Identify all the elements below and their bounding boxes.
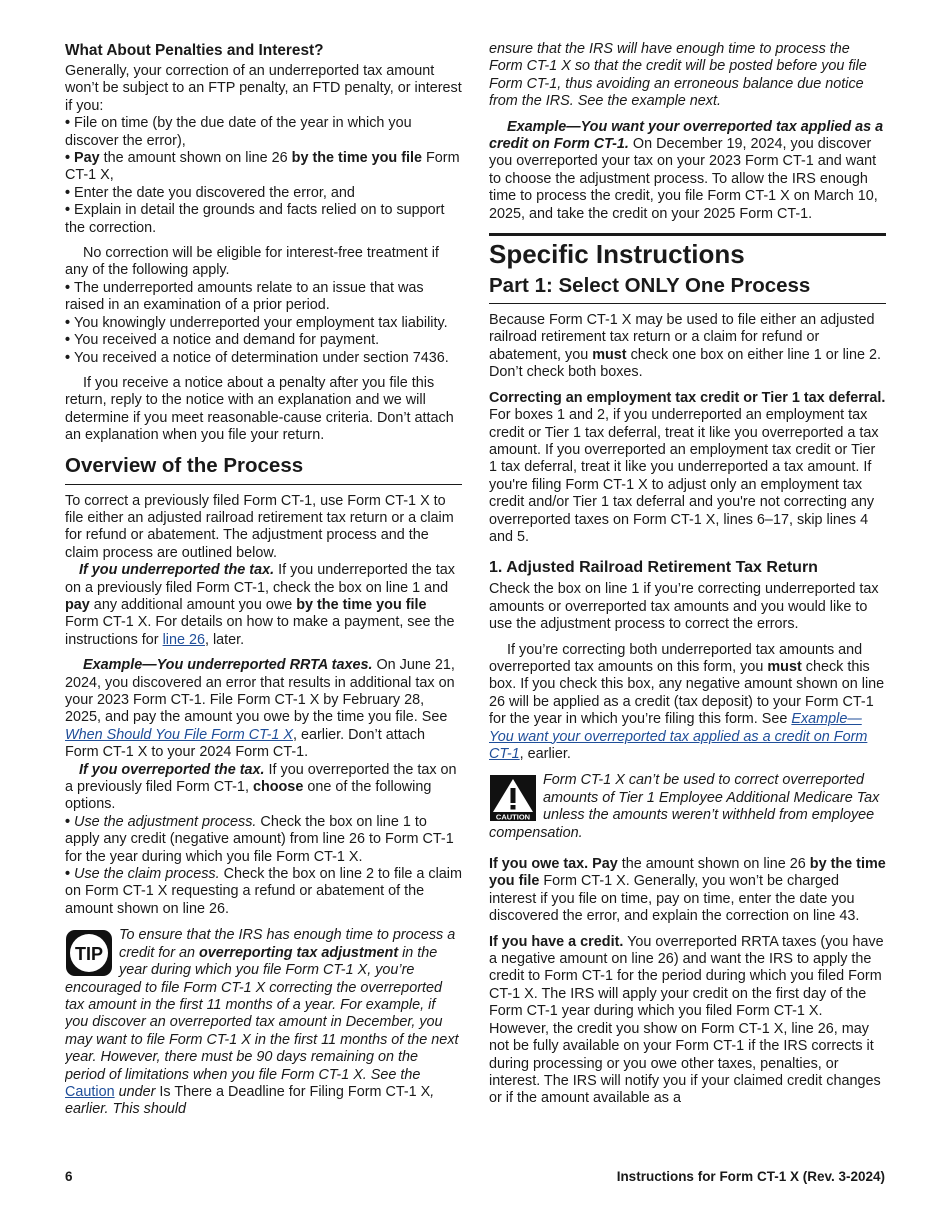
- penalties-bullet-3: • Enter the date you discovered the error, and: [65, 185, 462, 202]
- caution-link[interactable]: Caution: [65, 1083, 115, 1100]
- page-number: 6: [65, 1169, 73, 1184]
- caution-icon: [489, 774, 537, 822]
- when-should-you-file-link[interactable]: When Should You File Form CT-1 X: [65, 726, 293, 743]
- line-26-link[interactable]: line 26: [162, 631, 205, 648]
- caution-icon-label: CAUTION: [495, 812, 531, 822]
- tip-box: TIP To ensure that the IRS has enough time to process a credit for an overreporting tax adjustment in the year during which you file Form CT-1 X, you’re encouraged to file Form CT-1 X correcting the overreported tax amount in the first 11 months of a year. For example, if you discover an overreported tax amount in December, you may want to file Form CT-1 X in the first 11 months of the next year. However, there must be 90 days remaining on the period of limitations when you file Form CT-1 X. See the Caution under Is There a Deadline for Filing Form CT-1 X, earlier. This should: [65, 927, 459, 1118]
- no-correction-bullet-3: • You received a notice and demand for payment.: [65, 332, 462, 349]
- part1-heading: Part 1: Select ONLY One Process: [489, 269, 886, 304]
- tip-continuation: ensure that the IRS will have enough time to process the Form CT-1 X so that the credit will be posted before you file Form CT-1, thus avoiding an erroneous balance due notice from the IRS. See the example next.: [489, 41, 867, 110]
- claim-process-option: • Use the claim process. Check the box on line 2 to file a claim on Form CT-1 X requesting a refund or abatement of the amount shown on line 26.: [65, 866, 462, 918]
- adjustment-process-option: • Use the adjustment process. Check the box on line 1 to apply any credit (negative amount) from line 26 to Form CT-1 for the year during which you file Form CT-1 X.: [65, 814, 462, 866]
- right-column: [489, 41, 886, 1108]
- penalties-bullet-4: • Explain in detail the grounds and facts relied on to support the correction.: [65, 202, 462, 237]
- no-correction-bullet-1: • The underreported amounts relate to an issue that was raised in an examination of a prior period.: [65, 280, 462, 315]
- overreported-paragraph: If you overreported the tax. If you overreported the tax on a previously filed Form CT-1, choose one of the following options.: [65, 761, 457, 813]
- tip-text: To ensure that the IRS has enough time to process a credit for an overreporting tax adjustment in the year during which you file Form CT-1 X, you’re encouraged to file Form CT-1 X correcting the overreported tax amount in the first 11 months of a year. For example, if you discover an overreported tax amount in December, you may want to file Form CT-1 X in the first 11 months of the next year. However, there must be 90 days remaining on the period of limitations when you file Form CT-1 X. See the: [65, 927, 459, 1083]
- correcting-credit-paragraph: Correcting an employment tax credit or Tier 1 tax deferral. For boxes 1 and 2, if you underreported an employment tax credit or Tier 1 tax deferral, treat it like you overreported a tax amount. If you overreported an employment tax credit or Tier 1 tax deferral, treat it like you underreported a tax amount. If you're filing Form CT-1 X to adjust only an employment tax credit and/or Tier 1 tax deferral and you're not correcting any overreported taxes on Form CT-1 X, lines 6–17, skip lines 4 and 5.: [489, 389, 886, 545]
- have-credit-paragraph: If you have a credit. You overreported RRTA taxes (you have a negative amount on line 26) and want the IRS to apply the credit to Form CT-1 for the period during which you filed Form CT-1 X. The IRS will apply your credit on the first day of the Form CT-1 year during which you filed Form CT-1 X. However, the credit you show on Form CT-1 X, line 26, may not be fully available on your Form CT-1 if the IRS corrects it during processing or you owe other taxes, penalties, or interest. The IRS will notify you if your claimed credit changes or if the amount available as a: [489, 933, 884, 1107]
- penalties-heading: What About Penalties and Interest?: [65, 42, 324, 59]
- no-correction-bullet-2: • You knowingly underreported your employment tax liability.: [65, 315, 462, 332]
- underreported-paragraph: If you underreported the tax. If you underreported the tax on a previously filed Form CT-1, check the box on line 1 and pay any additional amount you owe by the time you file Form CT-1 X. For details on how to make a payment, see the instructions for line 26, later.: [65, 562, 455, 648]
- form-title-footer: Instructions for Form CT-1 X (Rev. 3-2024): [616, 1169, 885, 1184]
- caution-text: Form CT-1 X can’t be used to correct overreported amounts of Tier 1 Employee Additional Medicare Tax unless the amounts weren’t withheld from employee compensation.: [489, 772, 880, 841]
- owe-tax-paragraph: If you owe tax. Pay the amount shown on line 26 by the time you file Form CT-1 X. Generally, you won’t be charged interest if you file on time, pay on time, enter the date you discovered the error, and explain the correction on line 43.: [489, 856, 886, 925]
- left-column: [65, 41, 462, 1119]
- example-underreported-paragraph: Example—You underreported RRTA taxes. On June 21, 2024, you discovered an error that results in additional tax on your 2023 Form CT-1. File Form CT-1 X by February 28, 2025, and pay the amount you owe by the time you file. See When Should You File Form CT-1 X, earlier. Don’t attach Form CT-1 X to your 2024 Form CT-1.: [65, 657, 455, 761]
- no-correction-bullet-4: • You received a notice of determination under section 7436.: [65, 350, 462, 367]
- caution-box: [489, 772, 886, 842]
- tip-icon: [65, 929, 113, 977]
- overreported-example-link[interactable]: Example—You want your overreported tax applied as a credit on Form CT-1: [489, 711, 868, 762]
- section-1-heading: 1. Adjusted Railroad Retirement Tax Return: [489, 559, 818, 577]
- section-1-paragraph-1: Check the box on line 1 if you’re correcting underreported tax amounts or overreported tax amounts and you would like to use the adjustment process to correct the errors.: [489, 581, 879, 633]
- example-overreported-paragraph: Example—You want your overreported tax applied as a credit on Form CT-1. On December 19, 2024, you discover you overreported your tax on your 2023 Form CT-1 and want to choose the adjustment process. To allow the IRS enough time to process the credit, you file Form CT-1 X on March 10, 2025, and take the credit on your 2025 Form CT-1.: [489, 118, 884, 222]
- tip-icon-label: TIP: [74, 944, 104, 965]
- specific-instructions-heading: Specific Instructions: [489, 233, 886, 269]
- section-1-paragraph-2: If you’re correcting both underreported tax amounts and overreported tax amounts on this form, you must check this box. If you check this box, any negative amount shown on line 26 will be applied as a credit (tax deposit) to your Form CT-1 for the year in which you’re filing this form. See Example—You want your overreported tax applied as a credit on Form CT-1, earlier.: [489, 641, 885, 762]
- no-correction-paragraph: No correction will be eligible for interest-free treatment if any of the following apply.: [65, 245, 439, 279]
- penalties-bullet-2: • Pay the amount shown on line 26 by the time you file Form CT-1 X,: [65, 150, 462, 185]
- penalties-bullet-1: • File on time (by the due date of the year in which you discover the error),: [65, 115, 462, 150]
- penalty-notice-paragraph: If you receive a notice about a penalty after you file this return, reply to the notice with an explanation and we will determine if you meet reasonable-cause criteria. Don’t attach an explanation when you file your return.: [65, 374, 454, 444]
- part1-intro: Because Form CT-1 X may be used to file either an adjusted railroad retirement tax return or a claim for refund or abatement, you must check one box on either line 1 or line 2. Don’t check both boxes.: [489, 312, 881, 381]
- overview-intro: To correct a previously filed Form CT-1, use Form CT-1 X to file either an adjusted railroad retirement tax return or a claim for refund or abatement. The adjustment process and the claim process are outlined below.: [65, 492, 454, 561]
- penalties-intro: Generally, your correction of an underreported tax amount won’t be subject to an FTP penalty, an FTD penalty, or interest if you:: [65, 63, 462, 114]
- overview-heading: Overview of the Process: [65, 453, 462, 485]
